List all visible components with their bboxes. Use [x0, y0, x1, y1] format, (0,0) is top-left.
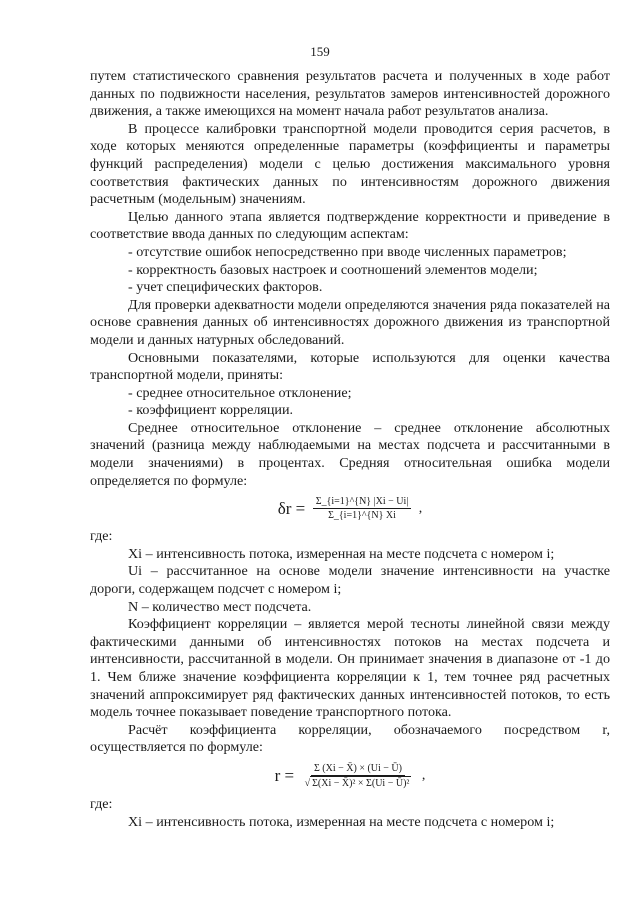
formula-2-separator: ,: [421, 768, 426, 784]
list-item-base-settings: - корректность базовых настроек и соотношений элементов модели;: [128, 261, 538, 278]
page-number: 159: [310, 44, 330, 59]
formula-2-numerator: Σ (Xi − X̄) × (Ui − Ū): [311, 762, 405, 776]
paragraph-adequacy: Для проверки адекватности модели определяются значения ряда показателей на основе сравнения данных об интенсивностях дорожного движения из транспортной модели и данных натурных обследований.: [90, 296, 610, 348]
formula-1-denominator: Σ_{i=1}^{N} Xi: [328, 510, 396, 522]
paragraph-continuation: путем статистического сравнения результатов расчета и полученных в ходе работ данных по подвижности населения, результатов замеров интенсивностей дорожного движения, а также имеющихся на момент начала работ результатов анализа.: [90, 68, 610, 120]
page-content: [90, 68, 610, 831]
formula-1-fraction: [313, 495, 412, 522]
paragraph-mean-deviation-def: Среднее относительное отклонение – среднее отклонение абсолютных значений (разница между наблюдаемыми на местах подсчета и рассчитанными в модели значениями) в процентах. Средняя относительная ошибка модели определяется по формуле:: [90, 419, 610, 489]
where-label-2: где:: [90, 795, 113, 812]
formula-2-denominator: Σ(Xi − X̄)² × Σ(Ui − Ū)²: [312, 777, 410, 789]
where-label-1: где:: [90, 528, 113, 545]
list-item-correlation: - коэффициент корреляции.: [128, 402, 294, 419]
paragraph-main-indicators: Основными показателями, которые используются для оценки качества транспортной модели, приняты:: [90, 349, 610, 384]
definition-x: Xi – интенсивность потока, измеренная на месте подсчета с номером i;: [128, 545, 555, 562]
list-item-mean-deviation: - среднее относительное отклонение;: [128, 384, 352, 401]
formula-2-fraction: [302, 762, 415, 790]
formula-2-lhs: r =: [274, 766, 295, 786]
definition-n: N – количество мест подсчета.: [128, 598, 312, 615]
definition-x-2: Xi – интенсивность потока, измеренная на месте подсчета с номером i;: [128, 813, 555, 830]
paragraph-stage-goal: Целью данного этапа является подтверждение корректности и приведение в соответствие ввода данных по следующим аспектам:: [90, 208, 610, 243]
formula-2-denominator-wrap: √ Σ(Xi − X̄)² × Σ(Ui − Ū)²: [304, 777, 410, 789]
list-item-no-errors: - отсутствие ошибок непосредственно при вводе численных параметров;: [128, 243, 567, 260]
paragraph-correlation-calc: Расчёт коэффициента корреляции, обозначаемого посредством r, осуществляется по формуле:: [90, 721, 610, 756]
list-item-specific-factors: - учет специфических факторов.: [128, 279, 323, 296]
paragraph-correlation-def: Коэффициент корреляции – является мерой тесноты линейной связи между фактическими данными об интенсивностях потоков на местах подсчета и интенсивности, рассчитанной в модели. Он принимает значения в диапазоне от -1 до 1. Чем ближе значение коэффициента корреляции к 1, тем точнее ряд расчетных значений аппроксимирует ряд фактических данных интенсивностей потоков, то есть модель точнее показывает поведение транспортного потока.: [90, 616, 610, 721]
formula-1-numerator: Σ_{i=1}^{N} |Xi − Ui|: [313, 495, 412, 509]
formula-relative-error: [90, 495, 610, 522]
paragraph-calibration: В процессе калибровки транспортной модели проводится серия расчетов, в ходе которых меняются определенные параметры (коэффициенты и параметры функций распределения) модели с целью достижения максимального уровня соответствия фактических данных по интенсивностям дорожного движения расчетным (модельным) значениям.: [90, 120, 610, 208]
definition-u: Ui – рассчитанное на основе модели значение интенсивности на участке дороги, содержащем подсчет с номером i;: [90, 563, 610, 598]
formula-1-lhs: δr =: [277, 498, 306, 518]
formula-1-separator: ,: [418, 500, 423, 516]
formula-correlation: [90, 762, 610, 790]
